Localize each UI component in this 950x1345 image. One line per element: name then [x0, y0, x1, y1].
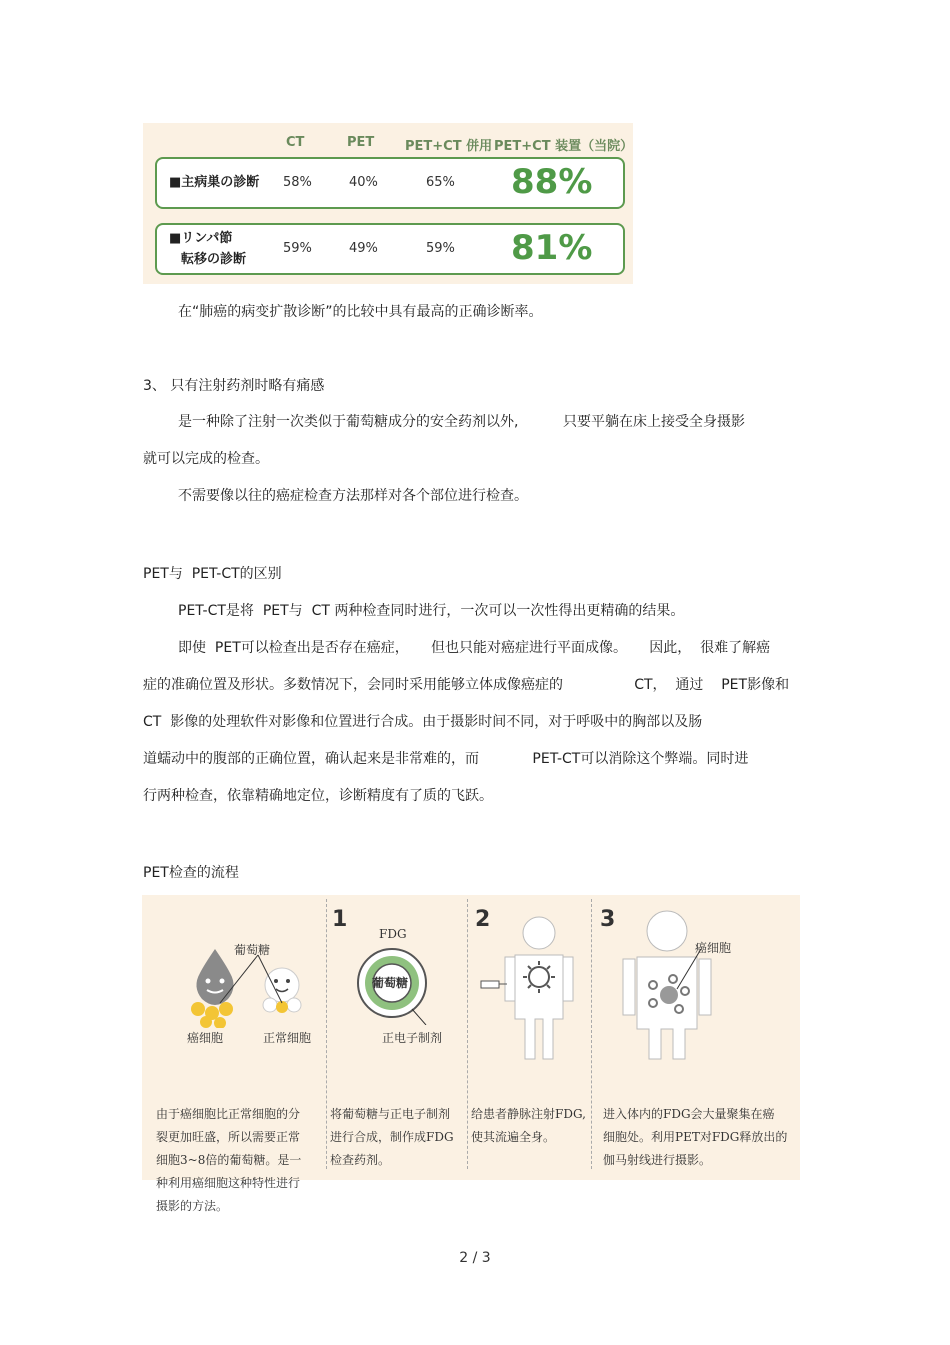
- table-caption: 在“肺癌的病变扩散诊断”的比较中具有最高的正确诊断率。: [178, 304, 543, 320]
- panel-0-text: 由于癌细胞比正常细胞的分 裂更加旺盛，所以需要正常 细胞3~8倍的葡萄糖。是一 种利用癌细胞这种特性进行 摄影的方法。: [156, 1107, 302, 1213]
- paragraph-line: 就可以完成的检查。: [143, 451, 269, 467]
- value-petct-device: 88%: [511, 162, 593, 202]
- row-label-line1: ■リンパ節: [169, 231, 233, 246]
- section-3-heading: 3、 只有注射药剂时略有痛感: [143, 378, 325, 394]
- label-fdg: FDG: [379, 927, 407, 941]
- label-cancer-cell: 癌细胞: [187, 1031, 224, 1045]
- paragraph-line: 行两种检查，依靠精确地定位，诊断精度有了质的飞跃。: [143, 788, 493, 804]
- label-glucose-inner: 葡萄糖: [372, 976, 409, 990]
- value-pet: 40%: [349, 175, 378, 190]
- header-petct-combined: PET+CT 併用: [405, 139, 493, 154]
- label-cancer-cell-3: 癌细胞: [695, 941, 732, 955]
- step-number-2: 2: [475, 907, 491, 932]
- paragraph-line: 道蠕动中的腹部的正确位置，确认起来是非常难的，而 PET-CT可以消除这个弊端。同时进: [143, 751, 749, 767]
- divider: [591, 899, 592, 1169]
- paragraph-line: 不需要像以往的癌症检查方法那样对各个部位进行检查。: [178, 488, 528, 504]
- divider: [467, 899, 468, 1169]
- value-petct-device: 81%: [511, 228, 593, 268]
- value-ct: 59%: [283, 241, 312, 256]
- panel-2-text: 给患者静脉注射FDG, 使其流遍全身。: [471, 1107, 586, 1144]
- value-ct: 58%: [283, 175, 312, 190]
- value-petct-combined: 59%: [426, 241, 455, 256]
- paragraph-line: 症的准确位置及形状。多数情况下，会同时采用能够立体成像癌症的 CT， 通过 PET影像和: [143, 677, 790, 693]
- pet-flow-heading: PET检查的流程: [143, 865, 239, 881]
- row-lymph-metastasis: [155, 223, 625, 275]
- cancer-cell-fdg-illustration: [617, 909, 727, 1061]
- panel-1-text: 将葡萄糖与正电子制剂 进行合成，制作成FDG 检查药剂。: [330, 1107, 454, 1167]
- divider: [326, 899, 327, 1169]
- value-petct-combined: 65%: [426, 175, 455, 190]
- step-number-3: 3: [600, 907, 616, 932]
- pet-flow-figure: [142, 895, 800, 1213]
- paragraph-line: 即使 PET可以检查出是否存在癌症， 但也只能对癌症进行平面成像。 因此， 很难了解癌: [178, 640, 771, 656]
- panel-3-text: 进入体内的FDG会大量聚集在癌 细胞处。利用PET对FDG释放出的 伽马射线进行摄影。: [603, 1107, 788, 1167]
- patient-injection-illustration: [477, 913, 587, 1063]
- label-glucose: 葡萄糖: [234, 943, 271, 957]
- page-number: 2 / 3: [459, 1250, 491, 1266]
- header-ct: CT: [286, 135, 305, 150]
- paragraph-line: 是一种除了注射一次类似于葡萄糖成分的安全药剂以外, 只要平躺在床上接受全身摄影: [178, 414, 745, 430]
- value-pet: 49%: [349, 241, 378, 256]
- paragraph-line: CT 影像的处理软件对影像和位置进行合成。由于摄影时间不同，对于呼吸中的胸部以及肠: [143, 714, 703, 730]
- row-label-line2: 転移の診断: [181, 252, 247, 267]
- header-pet: PET: [347, 135, 375, 150]
- comparison-table: [143, 123, 633, 284]
- label-normal-cell: 正常细胞: [263, 1031, 312, 1045]
- paragraph-line: PET-CT是将 PET与 CT 两种检查同时进行，一次可以一次性得出更精确的结果。: [178, 603, 685, 619]
- row-primary-lesion: [155, 157, 625, 209]
- step-number-1: 1: [332, 907, 348, 932]
- header-petct-device: PET+CT 装置（当院）: [494, 139, 634, 154]
- pet-petct-heading: PET与 PET-CT的区别: [143, 566, 282, 582]
- label-positron-agent: 正电子制剂: [382, 1031, 443, 1045]
- row-label: ■主病巣の診断: [169, 175, 260, 190]
